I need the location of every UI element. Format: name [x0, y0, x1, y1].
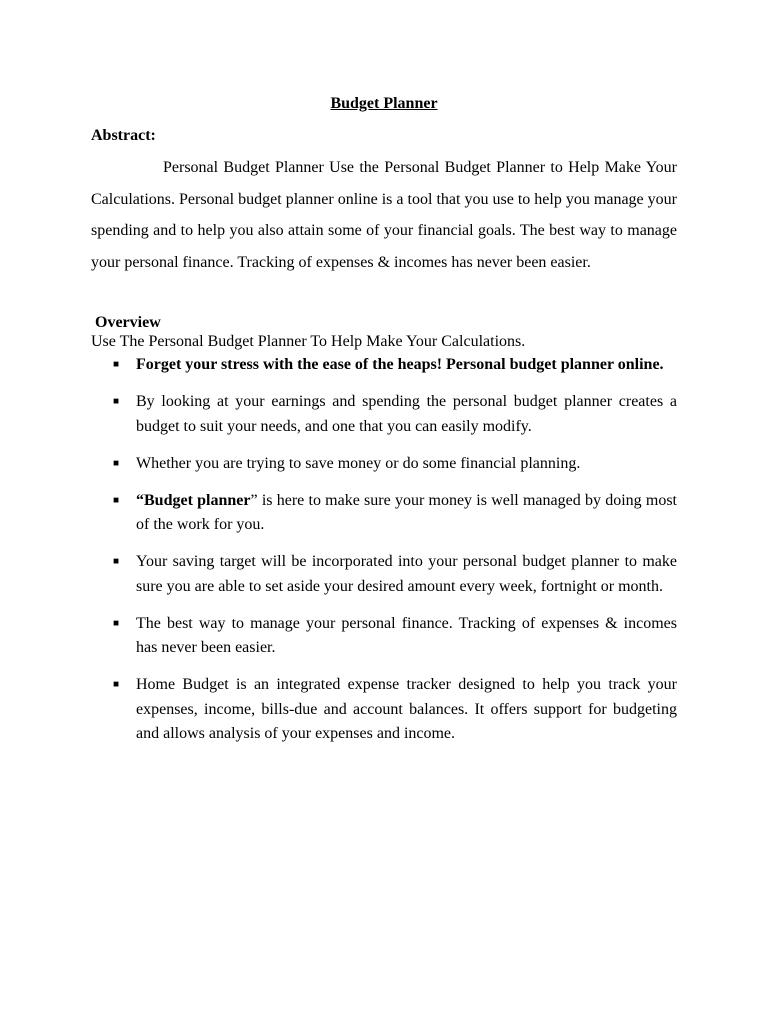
bullet-text: Forget your stress with the ease of the heaps! Personal budget planner online.: [136, 356, 664, 373]
square-bullet-icon: ■: [113, 359, 120, 370]
bullet-text: ” is here to make sure your money is well managed by doing most of the work for you.: [136, 491, 677, 533]
square-bullet-icon: ■: [113, 396, 120, 407]
square-bullet-icon: ■: [113, 679, 120, 690]
overview-lead-text: Use The Personal Budget Planner To Help Make Your Calculations.: [91, 333, 526, 350]
bullet-item: [113, 673, 677, 747]
abstract-heading: Abstract:: [91, 127, 156, 144]
bullet-open-quote: “: [136, 491, 144, 509]
square-bullet-icon: ■: [113, 617, 120, 629]
bullet-item: [113, 390, 677, 439]
bullet-text: By looking at your earnings and spending the personal budget planner creates a budget to suit your needs, and one that you can easily modify.: [136, 393, 677, 435]
bullet-strong-text: Budget planner: [144, 491, 251, 509]
bullet-item: [113, 452, 677, 477]
overview-bullet-list: [0, 353, 768, 759]
bullet-text: Your saving target will be incorporated into your personal budget planner to make sure you are able to set aside your desired amount every week, fortnight or month.: [136, 553, 677, 595]
bullet-item: [113, 353, 677, 378]
bullet-item: [113, 550, 677, 599]
overview-heading: Overview: [95, 314, 161, 331]
square-bullet-icon: ■: [113, 457, 120, 469]
bullet-item: [113, 489, 677, 538]
bullet-text: The best way to manage your personal finance. Tracking of expenses & incomes has never been easier.: [136, 614, 677, 656]
document-title: Budget Planner: [330, 95, 438, 112]
abstract-paragraph: Personal Budget Planner Use the Personal Budget Planner to Help Make Your Calculations. Personal budget planner online is a tool that you use to help you manage your spending and to help you also attain some of your financial goals. The best way to manage your personal finance. Tracking of expenses & incomes has never been easier.: [91, 159, 677, 271]
square-bullet-icon: ■: [113, 556, 120, 567]
bullet-text: Home Budget is an integrated expense tracker designed to help you track your expenses, income, bills-due and account balances. It offers support for budgeting and allows analysis of your expenses and income.: [136, 676, 677, 742]
bullet-item: [113, 612, 677, 661]
bullet-text: Whether you are trying to save money or do some financial planning.: [136, 454, 581, 472]
square-bullet-icon: ■: [113, 494, 120, 506]
